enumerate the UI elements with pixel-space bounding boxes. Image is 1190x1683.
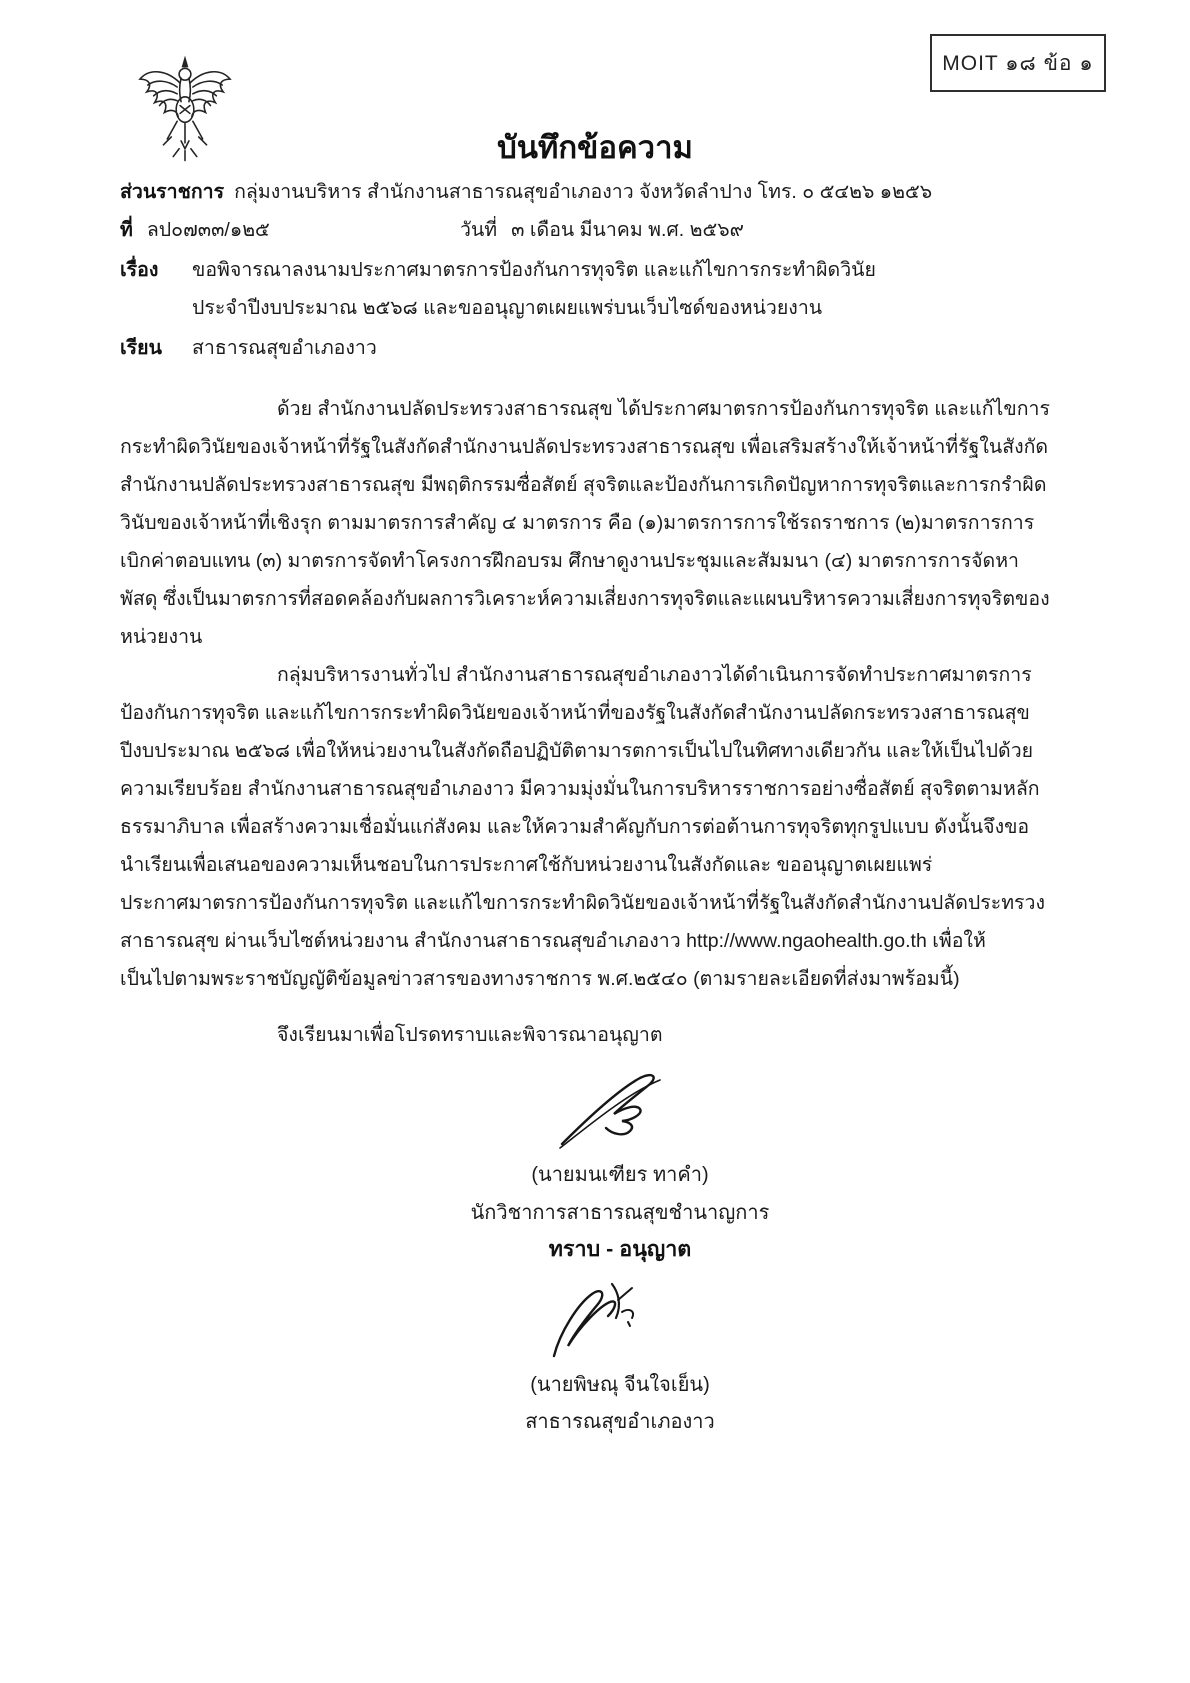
body-line: นำเรียนเพื่อเสนอของความเห็นชอบในการประกาศใช้กับหน่วยงานในสังกัดและ ขออนุญาตเผยแพร่ [120,854,933,876]
to-label: เรียน [120,337,162,359]
agency-row [120,176,932,207]
body-line: ปีงบประมาณ ๒๕๖๘ เพื่อให้หน่วยงานในสังกัดถือปฏิบัติตามารตการเป็นไปในทิศทางเดียวกัน และให้เป็นไปด้วย [120,740,1034,762]
signer-1-name: (นายมนเฑียร ทาคำ) [531,1164,709,1186]
doc-date-value: ๓ เดือน มีนาคม พ.ศ. ๒๕๖๙ [511,219,744,241]
body-line: วินับของเจ้าหน้าที่เชิงรุก ตามมาตรการสำคัญ ๔ มาตรการ คือ (๑)มาตรการการใช้รถราชการ (๒)มาตรการการ [120,512,1035,534]
body-line: กระทำผิดวินัยของเจ้าหน้าที่รัฐในสังกัดสำนักงานปลัดประทรวงสาธารณสุข เพื่อเสริมสร้างให้เจ้าหน้าที่รัฐในสังกัด [120,436,1049,458]
body-line: ป้องกันการทุจริต และแก้ไขการกระทำผิดวินัยของเจ้าหน้าที่ของรัฐในสังกัดสำนักงานปลัดกระทรวงสาธารณสุข [120,702,1030,724]
approval-note: ทราบ - อนุญาต [548,1237,692,1261]
body-line: เป็นไปตามพระราชบัญญัติข้อมูลข่าวสารของทางราชการ พ.ศ.๒๕๔๐ (ตามรายละเอียดที่ส่งมาพร้อมนี้) [120,968,960,990]
subject-line-2: ประจำปีงบประมาณ ๒๕๖๘ และขออนุญาตเผยแพร่บนเว็บไซด์ของหน่วยงาน [192,297,823,319]
moit-tag-label: MOIT ๑๘ ข้อ ๑ [942,51,1094,75]
to-value: สาธารณสุขอำเภองาว [192,337,377,359]
body-line: กลุ่มบริหารงานทั่วไป สำนักงานสาธารณสุขอำเภองาวได้ดำเนินการจัดทำประกาศมาตรการ [277,664,1032,686]
doc-title: บันทึกข้อความ [497,130,693,165]
body-line: ด้วย สำนักงานปลัดประทรวงสาธารณสุข ได้ประกาศมาตรการป้องกันการทุจริต และแก้ไขการ [277,398,1050,420]
closing-line: จึงเรียนมาเพื่อโปรดทราบและพิจารณาอนุญาต [277,1024,663,1046]
moit-tag-box [930,34,1106,92]
body-line: สาธารณสุข ผ่านเว็บไซต์หน่วยงาน สำนักงานสาธารณสุขอำเภองาว http://www.ngaohealth.go.th เพื่อให้ [120,930,986,952]
agency-label: ส่วนราชการ [120,181,225,203]
doc-number-label: ที่ [120,219,133,241]
body-line: เบิกค่าตอบแทน (๓) มาตรการจัดทำโครงการฝึกอบรม ศึกษาดูงานประชุมและสัมมนา (๔) มาตรการการจัดหา [120,550,1019,572]
doc-number-row [120,214,270,245]
body-line: ธรรมาภิบาล เพื่อสร้างความเชื่อมั่นแก่สังคม และให้ความสำคัญกับการต่อต้านการทุจริตทุกรูปแบบ ดังนั้นจึงขอ [120,816,1030,838]
signature-2-icon [548,1278,660,1364]
agency-value: กลุ่มงานบริหาร สำนักงานสาธารณสุขอำเภองาว จังหวัดลำปาง โทร. ๐ ๕๔๒๖ ๑๒๕๖ [234,181,933,203]
body-line: ประกาศมาตรการป้องกันการทุจริต และแก้ไขการกระทำผิดวินัยของเจ้าหน้าที่รัฐในสังกัดสำนักงานปลัดประทรวง [120,892,1046,914]
doc-date-row [460,214,744,245]
body-line: สำนักงานปลัดประทรวงสาธารณสุข มีพฤติกรรมซื่อสัตย์ สุจริตและป้องกันการเกิดปัญหาการทุจริตและการกรำผิด [120,474,1047,496]
subject-line-1: ขอพิจารณาลงนามประกาศมาตรการป้องกันการทุจริต และแก้ไขการกระทำผิดวินัย [192,259,876,281]
body-line: พัสดุ ซึ่งเป็นมาตรการที่สอดคล้องกับผลการวิเคราะห์ความเสี่ยงการทุจริตและแผนบริหารความเสี่ยงการทุจริตของ [120,588,1050,610]
body-line: ความเรียบร้อย สำนักงานสาธารณสุขอำเภองาว มีความมุ่งมั่นในการบริหารราชการอย่างซื่อสัตย์ สุจริตตามหลัก [120,778,1040,800]
signer-1-position: นักวิชาการสาธารณสุขชำนาญการ [470,1202,770,1224]
signer-2-position: สาธารณสุขอำเภองาว [525,1411,715,1433]
memo-body [120,390,1080,1054]
doc-number-value: ลป๐๗๓๓/๑๒๕ [146,219,270,241]
subject-label: เรื่อง [120,259,159,281]
doc-date-label: วันที่ [460,219,498,241]
body-line: หน่วยงาน [120,626,203,648]
signer-2-name: (นายพิษณุ จีนใจเย็น) [530,1374,710,1396]
signature-1-icon [556,1068,666,1154]
